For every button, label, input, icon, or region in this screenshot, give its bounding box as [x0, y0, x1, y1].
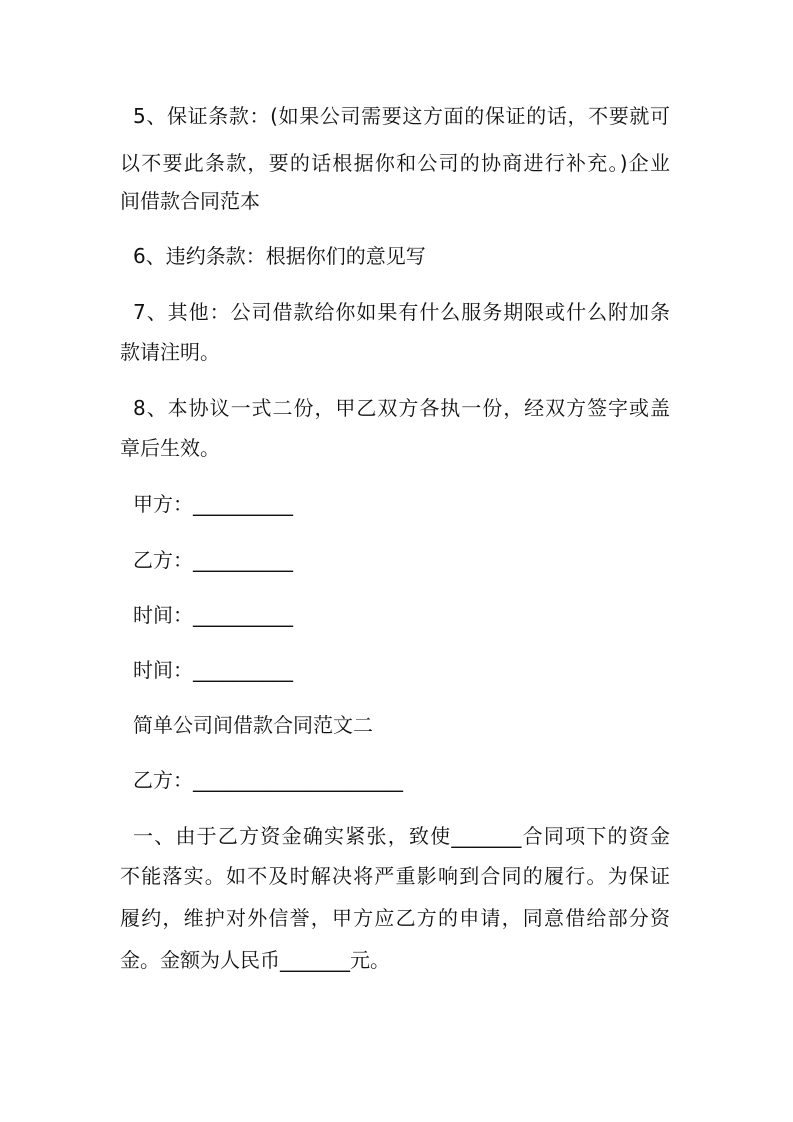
signature-time-1: 时间：__________: [133, 603, 293, 627]
clause-5-line-2: 以不要此条款，要的话根据你和公司的协商进行补充。)企业: [120, 151, 670, 175]
clause-5-line-3: 间借款合同范本: [120, 189, 260, 213]
clause-5-line-1: 5、保证条款：(如果公司需要这方面的保证的话，不要就可: [133, 104, 670, 128]
clause-7-line-2: 款请注明。: [120, 340, 220, 364]
item-1-line-3: 履约，维护对外信誉，甲方应乙方的申请，同意借给部分资: [120, 906, 670, 930]
item-1-line-2: 不能落实。如不及时解决将严重影响到合同的履行。为保证: [120, 864, 670, 888]
clause-8-line-1: 8、本协议一式二份，甲乙双方各执一份，经双方签字或盖: [133, 396, 670, 420]
second-template-title: 简单公司间借款合同范文二: [133, 713, 373, 737]
signature-party-b: 乙方：__________: [133, 548, 293, 572]
signature-party-a: 甲方：__________: [133, 492, 293, 516]
clause-7-line-1: 7、其他：公司借款给你如果有什么服务期限或什么附加条: [133, 300, 670, 324]
clause-8-line-2: 章后生效。: [120, 436, 220, 460]
signature-time-2: 时间：__________: [133, 658, 293, 682]
clause-6-line-1: 6、违约条款：根据你们的意见写: [133, 244, 426, 268]
item-1-line-1: 一、由于乙方资金确实紧张，致使_______合同项下的资金: [133, 824, 670, 848]
second-template-party-b: 乙方：_____________________: [133, 768, 403, 792]
item-1-line-4: 金。金额为人民币_______元。: [120, 948, 390, 972]
